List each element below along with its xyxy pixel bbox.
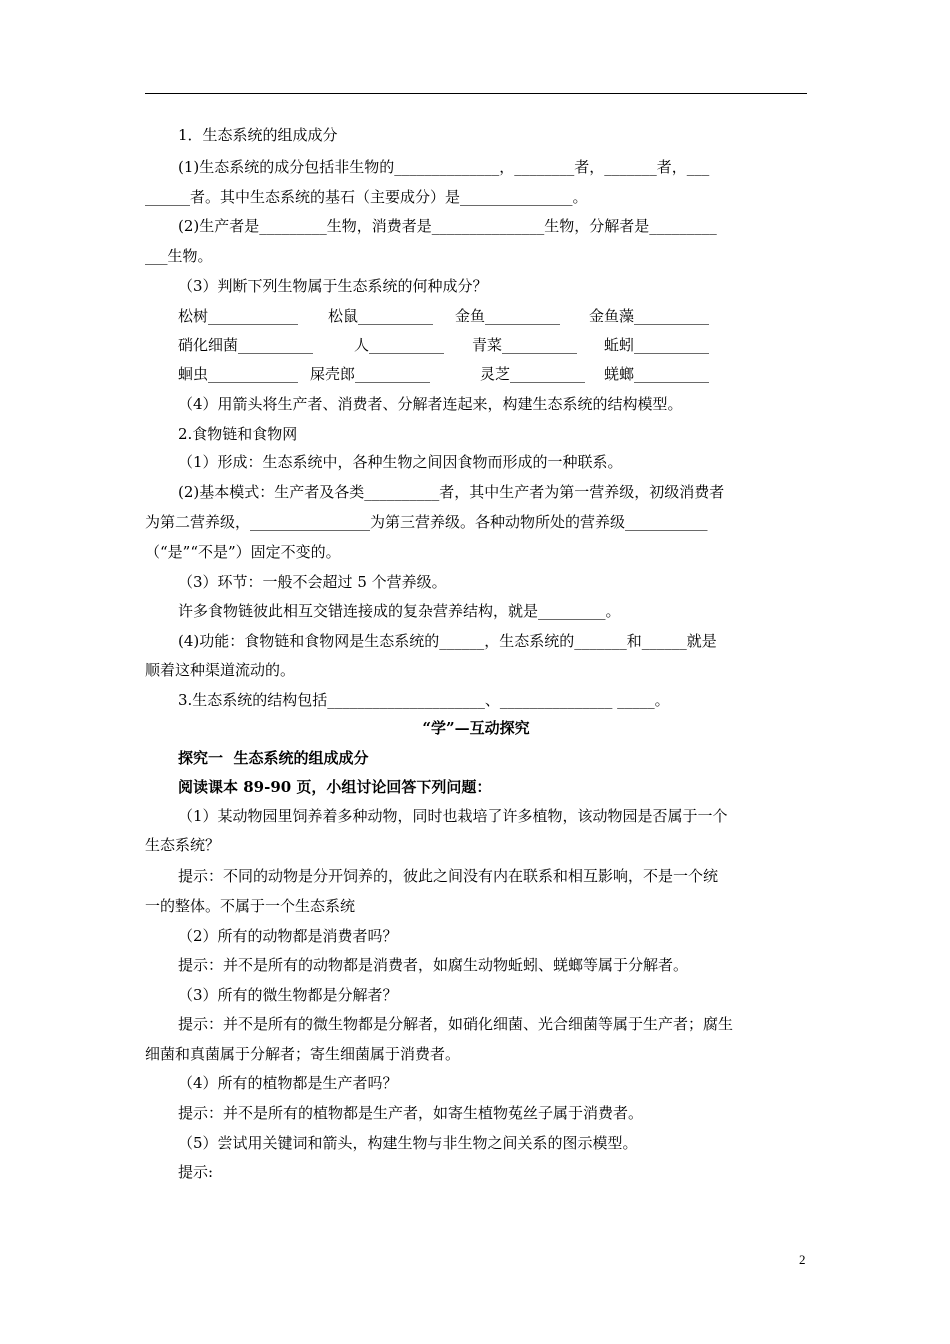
reading-instruction: 阅读课本 89-90 页，小组讨论回答下列问题： — [178, 778, 492, 796]
grid-cell: 硝化细菌__________ — [178, 336, 314, 354]
question-2: （2）所有的动物都是消费者吗？ — [178, 927, 398, 945]
answer-2: 提示：并不是所有的动物都是消费者，如腐生动物蚯蚓、蜣螂等属于分解者。 — [178, 956, 689, 974]
question-1a: （1）某动物园里饲养着多种动物，同时也栽培了许多植物，该动物园是否属于一个 — [178, 807, 728, 825]
s1-line-5: （3）判断下列生物属于生态系统的何种成分？ — [178, 277, 488, 295]
answer-5: 提示: — [178, 1163, 214, 1181]
question-3: （3）所有的微生物都是分解者？ — [178, 986, 398, 1004]
answer-1b: 一的整体。不属于一个生态系统 — [145, 897, 356, 915]
s1-line-2: ______者。其中生态系统的基石（主要成分）是_______________。 — [145, 188, 588, 206]
s1-line-3: (2)生产者是_________生物，消费者是_______________生物，分解者是_________ — [178, 217, 717, 235]
s2-line-3: 为第二营养级，________________为第三营养级。各种动物所处的营养级___________ — [145, 513, 708, 531]
s2-line-7: (4)功能：食物链和食物网是生态系统的______，生态系统的_______和______就是 — [178, 632, 717, 650]
section-2-heading: 2.食物链和食物网 — [178, 425, 298, 443]
grid-cell: 青菜__________ — [472, 336, 578, 354]
answer-1a: 提示：不同的动物是分开饲养的，彼此之间没有内在联系和相互影响，不是一个统 — [178, 867, 719, 885]
grid-cell: 金鱼藻__________ — [589, 307, 710, 325]
grid-cell: 屎壳郎__________ — [310, 365, 431, 383]
s1-line-4: ___生物。 — [145, 247, 213, 265]
inquiry-1-heading: 探究一 生态系统的组成成分 — [178, 749, 369, 767]
s2-line-6: 许多食物链彼此相互交错连接成的复杂营养结构，就是_________。 — [178, 602, 621, 620]
s1-line-6: （4）用箭头将生产者、消费者、分解者连起来，构建生态系统的结构模型。 — [178, 395, 683, 413]
grid-cell: 松鼠__________ — [328, 307, 434, 325]
question-4: （4）所有的植物都是生产者吗？ — [178, 1074, 398, 1092]
learn-title: “学”—互动探究 — [422, 719, 530, 737]
grid-cell: 蚯蚓__________ — [604, 336, 710, 354]
grid-cell: 蛔虫____________ — [178, 365, 299, 383]
section-3-line: 3.生态系统的结构包括_____________________、_______________ _____。 — [178, 691, 670, 709]
question-5: （5）尝试用关键词和箭头，构建生物与非生物之间关系的图示模型。 — [178, 1134, 638, 1152]
grid-cell: 人__________ — [354, 336, 445, 354]
question-1b: 生态系统？ — [145, 836, 221, 854]
page-number: 2 — [799, 1252, 806, 1267]
grid-cell: 灵芝__________ — [480, 365, 586, 383]
grid-cell: 金鱼__________ — [455, 307, 561, 325]
s2-line-1: （1）形成：生态系统中，各种生物之间因食物而形成的一种联系。 — [178, 453, 623, 471]
section-1-heading: 1．生态系统的组成成分 — [178, 126, 338, 144]
answer-3a: 提示：并不是所有的微生物都是分解者，如硝化细菌、光合细菌等属于生产者；腐生 — [178, 1015, 734, 1033]
answer-3b: 细菌和真菌属于分解者；寄生细菌属于消费者。 — [145, 1045, 461, 1063]
s2-line-5: （3）环节：一般不会超过 5 个营养级。 — [178, 573, 447, 591]
s2-line-8: 顺着这种渠道流动的。 — [145, 661, 296, 679]
header-rule — [145, 93, 807, 94]
answer-4: 提示：并不是所有的植物都是生产者，如寄生植物菟丝子属于消费者。 — [178, 1104, 644, 1122]
grid-cell: 松树____________ — [178, 307, 299, 325]
s2-line-2: (2)基本模式：生产者及各类__________者，其中生产者为第一营养级，初级消费者 — [178, 483, 725, 501]
grid-cell: 蜣螂__________ — [604, 365, 710, 383]
s2-line-4: （“是”“不是”）固定不变的。 — [145, 543, 341, 561]
s1-line-1: (1)生态系统的成分包括非生物的______________，________者，_______者，___ — [178, 158, 710, 176]
